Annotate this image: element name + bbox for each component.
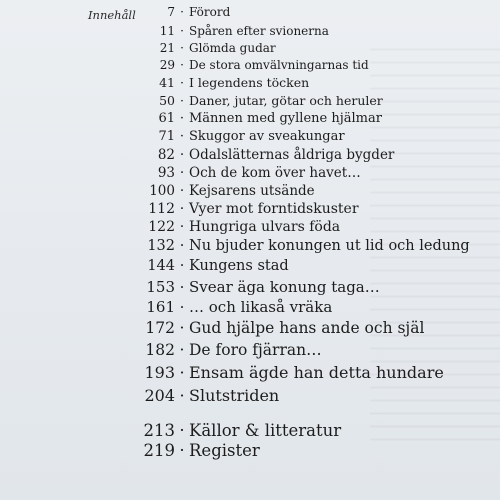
toc-page-number: 100 (149, 183, 175, 199)
toc-entry (0, 219, 340, 235)
separator-dot: · (179, 363, 185, 382)
toc-entry (0, 298, 332, 316)
toc-chapter-title: Slutstriden (189, 386, 280, 405)
toc-chapter-title: De stora omvälvningarnas tid (189, 58, 369, 72)
toc-entry (0, 258, 289, 274)
toc-page-number: 71 (158, 129, 175, 144)
toc-entry (0, 201, 359, 217)
toc-chapter-title: Vyer mot forntidskuster (189, 201, 359, 217)
toc-page-number: 21 (159, 41, 175, 55)
separator-dot: · (179, 278, 185, 296)
toc-chapter-title: … och likaså vräka (189, 298, 333, 316)
toc-chapter-title: Daner, jutar, götar och heruler (189, 93, 383, 108)
separator-dot: · (179, 319, 185, 337)
toc-chapter-title: I legendens töcken (189, 75, 310, 90)
separator-dot: · (179, 183, 185, 199)
toc-chapter-title: Och de kom över havet… (189, 165, 361, 181)
separator-dot: · (180, 93, 184, 108)
toc-page-number: 132 (147, 238, 175, 254)
toc-entry (0, 75, 309, 90)
toc-entry (0, 147, 394, 163)
toc-entry (0, 238, 470, 254)
separator-dot: · (179, 441, 185, 460)
toc-page-number: 7 (167, 5, 175, 19)
separator-dot: · (179, 111, 185, 126)
toc-page-number: 193 (144, 363, 175, 382)
separator-dot: · (179, 238, 185, 254)
separator-dot: · (179, 201, 185, 217)
separator-dot: · (180, 58, 184, 72)
toc-entry (0, 386, 279, 405)
separator-dot: · (180, 41, 184, 55)
separator-dot: · (179, 386, 185, 405)
separator-dot: · (179, 341, 185, 359)
separator-dot: · (179, 165, 185, 181)
toc-chapter-title: Spåren efter svionerna (189, 24, 329, 38)
toc-page-number: 204 (144, 386, 175, 405)
toc-page-number: 61 (158, 111, 175, 126)
toc-chapter-title: Hungriga ulvars föda (189, 219, 341, 235)
toc-entry (0, 24, 329, 38)
toc-entry (0, 421, 341, 440)
toc-chapter-title: Förord (189, 5, 231, 19)
separator-dot: · (179, 258, 185, 274)
toc-chapter-title: Glömda gudar (189, 41, 276, 55)
separator-dot: · (180, 24, 184, 38)
toc-page-number: 172 (145, 319, 175, 337)
toc-chapter-title: Kungens stad (189, 258, 289, 274)
separator-dot: · (179, 421, 185, 440)
toc-chapter-title: Svear äga konung taga… (189, 278, 380, 296)
toc-entry (0, 111, 382, 126)
toc-page-number: 161 (146, 298, 175, 316)
toc-chapter-title: Kejsarens utsände (189, 183, 315, 199)
toc-page-number: 11 (159, 24, 175, 38)
separator-dot: · (180, 75, 184, 90)
separator-dot: · (180, 5, 184, 19)
toc-page-number: 82 (157, 147, 175, 163)
toc-page-number: 93 (157, 165, 175, 181)
toc-entry (0, 165, 361, 181)
toc-page-number: 182 (145, 341, 175, 359)
toc-chapter-title: Gud hjälpe hans ande och själ (189, 319, 425, 337)
toc-page-number: 213 (143, 421, 175, 440)
toc-chapter-title: Männen med gyllene hjälmar (189, 111, 382, 126)
separator-dot: · (179, 219, 185, 235)
toc-chapter-title: De foro fjärran… (189, 341, 322, 359)
toc-chapter-title: Källor & litteratur (189, 421, 342, 440)
toc-page-number: 41 (159, 75, 175, 90)
toc-page-number: 50 (159, 93, 175, 108)
toc-chapter-title: Skuggor av sveakungar (189, 129, 345, 144)
toc-entry (0, 93, 383, 108)
separator-dot: · (179, 298, 185, 316)
toc-page-number: 122 (148, 219, 175, 235)
toc-chapter-title: Register (189, 441, 260, 460)
toc-page-number: 219 (143, 441, 175, 460)
toc-entry (0, 278, 380, 296)
toc-heading: Innehåll (88, 8, 136, 22)
toc-entry (0, 41, 276, 55)
toc-entry (0, 341, 322, 359)
toc-entry (0, 319, 424, 337)
separator-dot: · (179, 129, 185, 144)
toc-entry (0, 363, 444, 382)
toc-entry (0, 129, 345, 144)
toc-entry (0, 441, 260, 460)
toc-page-number: 153 (146, 278, 175, 296)
toc-page-number: 112 (148, 201, 175, 217)
toc-chapter-title: Ensam ägde han detta hundare (189, 363, 444, 382)
toc-entry (0, 5, 230, 19)
toc-entry (0, 58, 369, 72)
toc-chapter-title: Nu bjuder konungen ut lid och ledung (189, 238, 470, 254)
toc-page-number: 29 (159, 58, 175, 72)
toc-chapter-title: Odalslätternas åldriga bygder (189, 147, 395, 163)
toc-entry (0, 183, 315, 199)
separator-dot: · (179, 147, 185, 163)
toc-page-number: 144 (147, 258, 175, 274)
